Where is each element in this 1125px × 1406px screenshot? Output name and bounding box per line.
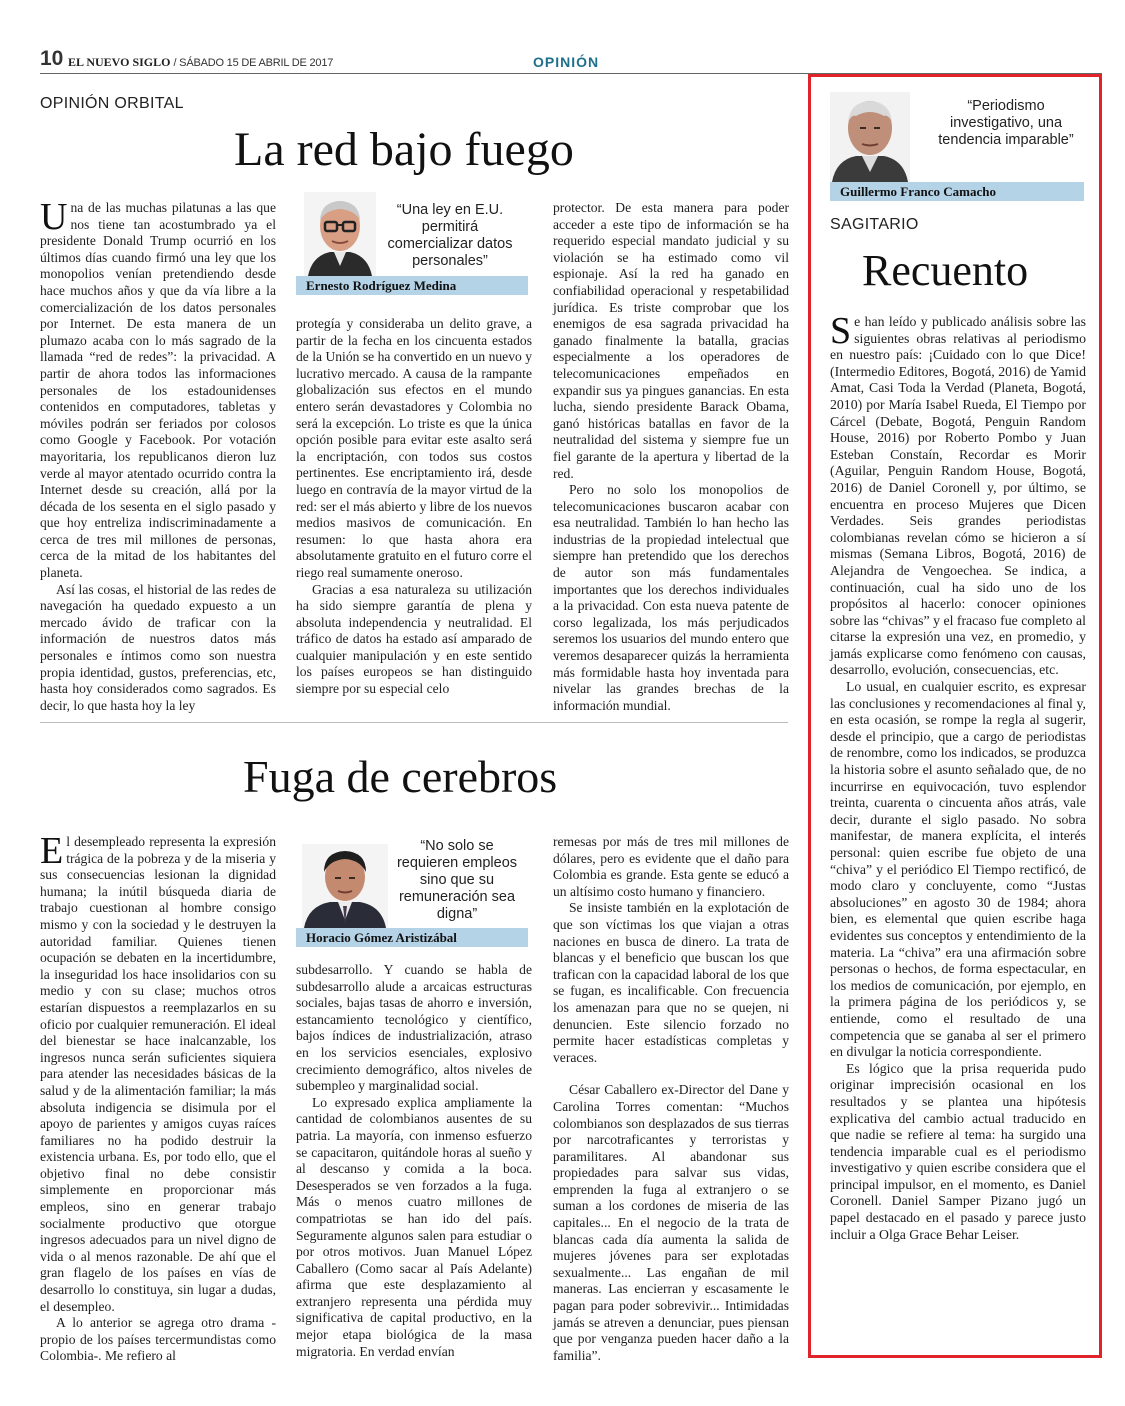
dropcap: S <box>830 310 852 352</box>
paper-name: EL NUEVO SIGLO <box>68 55 171 69</box>
article1-pull-quote: “Una ley en E.U. permitirá comercializar datos personales” <box>387 202 513 269</box>
article2-column-3 <box>553 834 789 1363</box>
article2-paragraph: A lo anterior se agrega otro drama -propio de los países tercermundistas como Colombia-. Me refiero al <box>40 1315 276 1364</box>
article2-paragraph: Lo expresado explica ampliamente la cantidad de colombianos ausentes de su patria. La mayoría, con inmenso esfuerzo se capacitaron, quitándole horas al sueño y al descanso y comida a la boca. Desesperados se ven forzados a la fuga. Más o menos cuatro millones de compatriotas se han ido del país. Seguramente algunos salen para estudiar o por otros motivos. Juan Manuel López Caballero (Como sacar al País Adelante) afirma que este desplazamiento al extranjero representa una pérdida muy significativa de capital productivo, en la mejor etapa biológica de la masa migratoria. En verdad envían <box>296 1094 532 1359</box>
article1-paragraph: Pero no solo los monopolios de telecomunicaciones buscaron acabar con esa neutralidad. También lo han hecho las industrias de la propiedad intelectual que siempre han pretendido que los derechos de autor son más fundamentales importantes que los derechos individuales a la privacidad. Con esta nueva patente de corso legalizada, los más perjudicados seremos los usuarios del mundo entero que veremos desaparecer quizás la herramienta más formidable hasta hoy inventada para nivelar las grandes brechas de la información mundial. <box>553 482 789 713</box>
dropcap: E <box>40 830 64 872</box>
dropcap: U <box>40 196 68 238</box>
article1-column-2 <box>296 316 532 697</box>
article2-pull-quote: “No solo se requieren empleos sino que su remuneración sea digna” <box>396 838 518 922</box>
article2-paragraph: subdesarrollo. Y cuando se habla de subdesarrollo alude a arcaicas estructuras sociales, bajas tasas de ahorro e inversión, estancamiento tecnológico y científico, bajos índices de industrialización, atraso en los servicios esenciales, explosivo crecimiento demográfico, altos niveles de subempleo y marginalidad social. <box>296 962 532 1094</box>
page-number: 10 <box>40 47 64 70</box>
article1-kicker: OPINIÓN ORBITAL <box>40 95 184 112</box>
issue-date: / SÁBADO 15 DE ABRIL DE 2017 <box>173 57 334 69</box>
paper-name-and-date <box>68 55 333 70</box>
article3-quote-box <box>830 90 1086 202</box>
article3-body <box>830 310 1086 1344</box>
article1-paragraph: Así las cosas, el historial de las redes de navegación ha quedado expuesto a un mercado ávido de traficar con la información de nuestros datos más personales e íntimos como son nuestra propia identidad, gustos, preferencias, etc, hasta hoy considerados como sagrados. Es decir, lo que hasta hoy la ley <box>40 581 276 713</box>
article2-quote-box <box>296 830 528 950</box>
article2-paragraph: remesas por más de tres mil millones de dólares, pero es evidente que el daño para Colombia es grande. Esta gente se educó a un altísimo costo humano y financiero. <box>553 834 789 899</box>
article1-paragraph: Gracias a esa naturaleza su utilización ha sido siempre garantía de plena y absoluta independencia y neutralidad. El tráfico de datos ha estado así amparado de cualquier manipulación y en este sentido los países europeos se han distinguido siempre por su especial celo <box>296 581 532 697</box>
article3-author: Guillermo Franco Camacho <box>830 182 1084 201</box>
article2-title: Fuga de cerebros <box>243 751 558 802</box>
article3-kicker: SAGITARIO <box>830 216 919 233</box>
article1-column-1 <box>40 196 276 713</box>
article2-column-1 <box>40 830 276 1364</box>
article1-author: Ernesto Rodríguez Medina <box>296 276 528 295</box>
article2-author: Horacio Gómez Aristizábal <box>296 928 528 947</box>
article3-title: Recuento <box>862 246 1029 295</box>
section-name: OPINIÓN <box>533 54 600 70</box>
article-divider <box>40 722 788 723</box>
author-portrait-guillermo <box>830 92 910 182</box>
article3-pull-quote: “Periodismo investigativo, una tendencia imparable” <box>938 98 1074 148</box>
article1-column-3 <box>553 200 789 713</box>
article1-paragraph: Una de las muchas pilatunas a las que nos tiene tan acostumbrado ya el presidente Donald Trump ocurrió en los últimos días cuando firmó una ley que los monopolios venían pretendiendo desde hace muchos años y que da vía libre a la comercialización de los datos personales por Internet. De esta manera de un plumazo acaba con lo más sagrado de la llamada “red de redes”: la privacidad. A partir de ahora todos las informaciones personales de los estadounidenses contenidos en computadores, tabletas y móviles podrán ser feriados por colosos como Google y Facebook. Por votación mayoritaria, los republicanos dieron luz verde al mayor atentado ocurrido contra la Internet desde su creación, allá por la década de los sesenta en el siglo pasado y que hoy entreliza indiscriminadamente a cerca de tres mil millones de personas, cerca de la mitad de los habitantes del planeta. <box>40 196 276 581</box>
article3-paragraph: Lo usual, en cualquier escrito, es expresar las conclusiones y recomendaciones al final y, en esta ocasión, se rompe la regla al sugerir, desde el principio, que a cargo de periodistas de renombre, como los indicados, se produzca la historia sobre el asunto señalado que, de no incurrirse en equivocación, tuvo esplendor treinta, cuarenta o cincuenta años atrás, vale decir, durante el siglo pasado. No sobra manifestar, de manera explícita, el interés personal: quien escribe fue objeto de una “chiva” y el periódico El Tiempo rectificó, de modo claro y concluyente, como “Justas absoluciones” en agosto 30 de 1984; ahora bien, es elemental que quien escribe haga evidentes sus conceptos y entendimiento de la materia. La “chiva” era una afirmación sobre personas o hechos, de forma espectacular, en los medios de comunicación, por ejemplo, en la primera página de los periódicos y, se entiende, como el resultado de una competencia que se ganaba al ser el primero en divulgar la noticia correspondiente. <box>830 679 1086 1060</box>
article2-column-2 <box>296 962 532 1359</box>
article1-paragraph: protegía y consideraba un delito grave, a partir de la fecha en los cincuenta estados de la Unión se ha convertido en un nuevo y lucrativo mercado. A causa de la rampante globalización sus efectos en el mundo entero serán devastadores y Colombia no será la excepción. Lo triste es que la única opción posible para evitar este asalto será la encriptación, con todos sus costos pertinentes. Ese encriptamiento irá, desde luego en contravía de la mayor virtud de la red: ser el más abierto y libre de los nuevos medios masivos de comunicación. En resumen: lo que hasta ahora era absolutamente gratuito en el futuro corre el riego real sumamente oneroso. <box>296 316 532 580</box>
author-portrait-horacio <box>302 844 388 928</box>
article3-paragraph: Se han leído y publicado análisis sobre las siguientes obras relativas al periodismo en nuestro país: ¡Cuidado con lo que Dice! (Intermedio Editores, Bogotá, 2016) de Yamid Amat, Casi Toda la Verdad (Planeta, Bogotá, 2010) por María Isabel Rueda, El Tiempo por Cárcel (Debate, Bogotá, Penguin Random House, 2016) por Roberto Pombo y Juan Esteban Constaín, Recordar es Morir (Aguilar, Penguin Random House, Bogotá, 2016) de Daniel Coronell y, por último, se encuentra en proceso Mujeres que Dicen Verdades. Seis grandes periodistas colombianas revelan cómo se hicieron a sí mismas (Semana Libros, Bogotá, 2016) de Alejandra de Vengoechea. Se indica, a continuación, cual ha sido uno de los propósitos al hacerlo: conocer opiniones sobre las “chivas” y el fracaso fue completo al citarse la expresión una vez, en promedio, y jamás explicarse como fenómeno con causas, desarrollo, evolución, consecuencias, etc. <box>830 310 1086 678</box>
article2-paragraph: El desempleado representa la expresión trágica de la pobreza y de la miseria y sus consecuencias lesionan la dignidad humana; la inútil búsqueda diaria de trabajo cuestionan al hombre consigo mismo y con la sociedad y le destruyen la autoridad familiar. Quienes tienen ocupación se debaten en la incertidumbre, la inseguridad los hace insolidarios con su medio y con su clase; muchos otros estarían dispuestos a reemplazarlos en su oficio por cualquier remuneración. El ideal del bienestar se hace inalcanzable, los ingresos nunca serán suficientes siquiera para atender las necesidades básicas de la salud y de la alimentación familiar; la más absoluta indigencia se disimula por el apoyo de parientes y amigos cuyas raíces familiares no ha podido destruir la existencia urbana. Es, por todo ello, que el objetivo final no debe consistir simplemente en proporcionar más empleos, sino en generar trabajo socialmente productivo que otorgue ingresos adecuados para un nivel digno de vida o al menos razonable. De ahí que el gran flagelo de los países en vías de desarrollo lo constituya, sin lugar a dudas, el desempleo. <box>40 830 276 1314</box>
article1-title: La red bajo fuego <box>234 123 574 176</box>
article2-paragraph: Se insiste también en la explotación de que son víctimas los que viajan a otras naciones en busca de dinero. La trata de blancas y el beneficio que buscan los que trafican con la capacidad laboral de los que se fugan, es incalificable. Con frecuencia los amenazan para que no se quejen, ni denuncien. Este silencio forzado no permite hacer estadísticas completas y veraces. <box>553 900 789 1065</box>
article2-paragraph: César Caballero ex-Director del Dane y Carolina Torres comentan: “Muchos colombianos son desplazados de sus tierras por narcotraficantes y terroristas y paramilitares. Al abandonar sus propiedades para salvar sus vidas, emprenden la fuga al extranjero o se suman a los cordones de miseria de las capitales... En el negocio de la trata de blancas cada día aumenta la salida de mujeres jóvenes para ser explotadas sexualmente... Las engañan de mil maneras. Las encierran y escasamente le pagan para poder sobrevivir... Intimidadas jamás se atreven a denunciar, pues piensan que por venganza pueden hacer daño a la familia”. <box>553 1082 789 1363</box>
article3-paragraph: Es lógico que la prisa requerida pudo originar imprecisión ocasional en los resultados y se plantea una hipótesis explicativa del cambio actual traducido en que nadie se refiere al tema: ha surgido una tendencia imparable cual es el periodismo investigativo y quien escribe considera que el principal impulsor, en el momento, es Daniel Coronell. Daniel Samper Pizano jugó un papel destacado en el pasado y parece justo incluir a Olga Grace Behar Leiser. <box>830 1060 1086 1242</box>
article1-quote-box <box>296 192 528 298</box>
author-portrait-ernesto <box>304 192 376 276</box>
article1-paragraph: protector. De esta manera para poder acceder a este tipo de información se ha requerido especial mandato judicial y su violación se ha estimado como vil espionaje. Así la red ha ganado en confiabilidad operacional y respetabilidad jurídica. Es triste comprobar que los enemigos de esa sagrada privacidad ha ganado finalmente la batalla, gracias especialmente a los operadores de telecomunicaciones empeñados en expandir sus ya pingues ganancias. En esta lucha, siendo presidente Barack Obama, ganó históricas batallas en favor de la neutralidad del sistema y siempre fue un fiel garante de la apertura y libertad de la red. <box>553 200 789 481</box>
